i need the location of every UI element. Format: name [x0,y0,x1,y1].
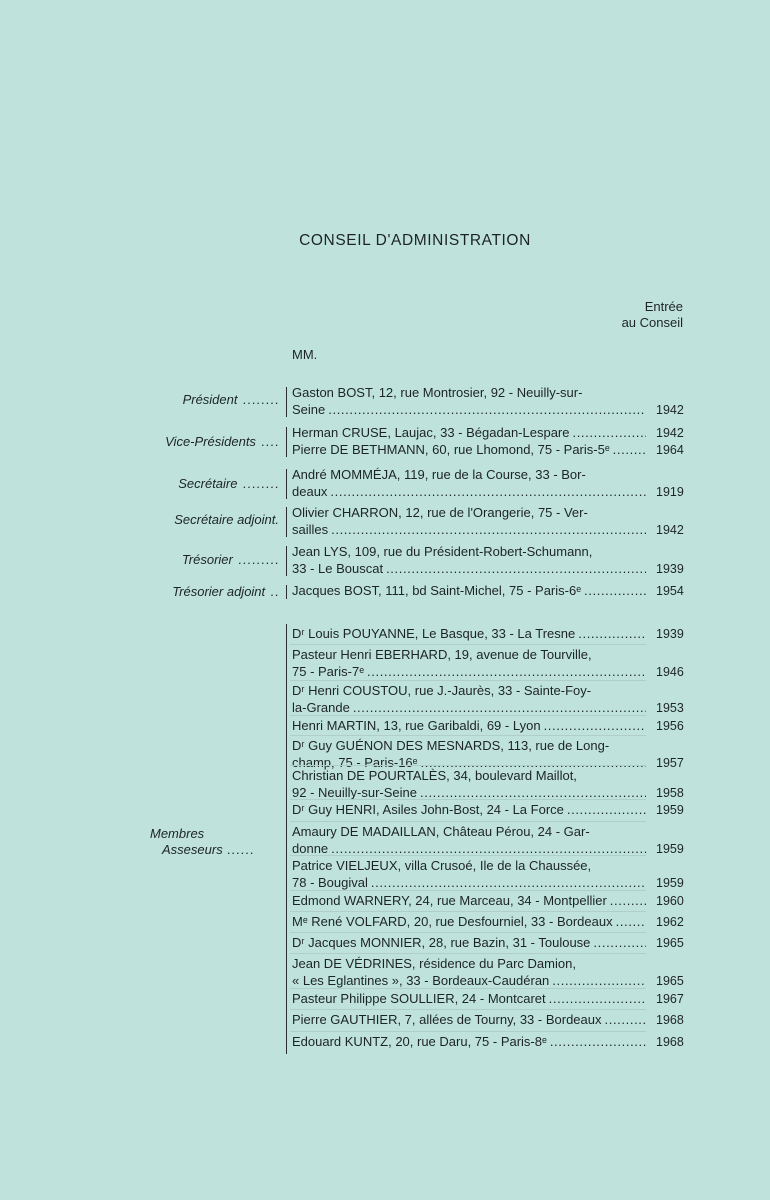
entry-text [292,626,646,643]
dot-leader [550,1034,646,1051]
entry-year: 1959 [656,875,684,890]
members-role-line-1: Membres [150,826,205,841]
entry-line-text: « Les Eglantines », 33 - Bordeaux-Caudéran [292,972,550,988]
entry-line [292,505,646,522]
entry-line [292,1034,646,1051]
entry-line-text: Jean LYS, 109, rue du Président-Robert-Schumann, [292,544,593,559]
dot-leader [613,442,646,459]
entry-line-text: 78 - Bougival [292,874,368,890]
entree-header-line-1: Entrée [644,299,683,314]
entry-separator [290,890,646,891]
entry-text [292,718,646,735]
group-bracket [286,585,287,599]
entry-line [292,858,646,875]
entry-year: 1959 [656,841,684,856]
entry-line-text: Edmond WARNERY, 24, rue Marceau, 34 - Montpellier [292,893,607,908]
entry-text [292,824,646,857]
entry-line [292,664,646,681]
entry-line [292,647,646,664]
entry-text [292,647,646,680]
entry-line [292,626,646,643]
dot-leader [610,893,646,910]
dot-leader [367,664,646,681]
entry-separator [290,1031,646,1032]
entry-line-text: Amaury DE MADAILLAN, Château Pérou, 24 - Gar- [292,824,590,839]
entry-text [292,1012,646,1029]
mm-label: MM. [292,347,318,362]
role-label-text: Président [182,392,238,407]
entry-separator [290,715,646,716]
entry-text [292,935,646,952]
entry-year: 1965 [656,936,684,950]
entry-text [292,425,646,442]
entry-year: 1968 [656,1035,684,1049]
group-bracket [286,469,287,499]
entry-line [292,402,646,419]
entry-text [292,858,646,891]
entry-line-text: Jacques BOST, 111, bd Saint-Michel, 75 - Paris-6ᵉ [292,583,582,598]
members-role-line-2 [150,842,280,858]
group-bracket [286,387,287,417]
members-bracket [286,624,287,1054]
entry-text [292,768,646,801]
dot-leader [330,484,646,501]
entry-line [292,718,646,735]
entry-separator [290,911,646,912]
entry-line-text: Dʳ Louis POUYANNE, Le Basque, 33 - La Tresne [292,626,576,641]
entry-line [292,442,646,459]
entry-line-text: deaux [292,483,328,499]
dot-leader [584,583,646,600]
entry-text [292,544,646,577]
entry-line-text: 75 - Paris-7ᵉ [292,663,365,679]
entry-line [292,768,646,785]
entry-separator [290,1009,646,1010]
role-label [90,512,280,527]
entry-text [292,893,646,910]
role-label [90,584,280,599]
entry-separator [290,799,646,800]
role-label [90,434,280,449]
members-role-label [150,826,280,858]
entry-line-text: Pasteur Philippe SOULLIER, 24 - Montcaret [292,991,546,1006]
entry-line-text: Pasteur Henri EBERHARD, 19, avenue de Tourville, [292,647,592,662]
entry-line-text: Seine [292,401,326,417]
entry-year: 1967 [656,992,684,1006]
entry-line [292,893,646,910]
dot-leader [552,973,646,990]
entry-year: 1942 [656,522,684,537]
entry-year: 1968 [656,1013,684,1027]
entry-line [292,683,646,700]
entry-line-text: Dʳ Guy HENRI, Asiles John-Bost, 24 - La Force [292,802,564,817]
entry-year: 1942 [656,426,684,440]
entry-year: 1939 [656,561,684,576]
role-dot-leader: ......... [233,552,280,567]
entry-text [292,467,646,500]
entry-line [292,700,646,717]
role-dot-leader: .. [266,584,280,599]
entry-line-text: champ, 75 - Paris-16ᵉ [292,754,418,770]
entry-year: 1956 [656,719,684,733]
entry-line-text: Christian DE POURTALÈS, 34, boulevard Maillot, [292,768,577,783]
entry-line [292,875,646,892]
role-dot-leader: ...... [222,842,255,857]
role-label [90,476,280,491]
entry-separator [290,735,646,736]
dot-leader [605,1012,647,1029]
entry-line-text: 33 - Le Bouscat [292,560,384,576]
entry-text [292,583,646,600]
entry-year: 1954 [656,584,684,598]
dot-leader [593,935,646,952]
entry-year: 1942 [656,402,684,417]
entry-year: 1960 [656,894,684,908]
entry-line-text: Edouard KUNTZ, 20, rue Daru, 75 - Paris-8ᵉ [292,1034,547,1049]
entry-line-text: Gaston BOST, 12, rue Montrosier, 92 - Neuilly-sur- [292,385,583,400]
dot-leader [331,522,646,539]
entry-line-text: André MOMMÉJA, 119, rue de la Course, 33 - Bor- [292,467,586,482]
entry-line [292,824,646,841]
role-label [90,552,280,567]
entry-text [292,385,646,418]
dot-leader [328,402,646,419]
entry-year: 1946 [656,664,684,679]
entry-text [292,505,646,538]
group-bracket [286,507,287,537]
role-label [90,392,280,407]
group-bracket [286,427,287,457]
entry-line-text: Olivier CHARRON, 12, rue de l'Orangerie, 75 - Ver- [292,505,588,520]
entry-line [292,991,646,1008]
entry-line [292,561,646,578]
role-dot-leader: ........ [238,476,280,491]
entree-header-line-2: au Conseil [621,315,683,330]
entry-line [292,544,646,561]
entry-line-text: Herman CRUSE, Laujac, 33 - Bégadan-Lespare [292,425,570,440]
entry-line [292,935,646,952]
entry-line [292,802,646,819]
entry-line [292,583,646,600]
dot-leader [544,718,646,735]
dot-leader [386,561,646,578]
page-title: CONSEIL D'ADMINISTRATION [299,232,531,249]
entry-year: 1953 [656,700,684,715]
entry-year: 1962 [656,915,684,929]
role-label-text: Trésorier [181,552,233,567]
entry-line-text: Pierre GAUTHIER, 7, allées de Tourny, 33 - Bordeaux [292,1012,602,1027]
entry-year: 1965 [656,973,684,988]
entry-line-text: Dʳ Jacques MONNIER, 28, rue Bazin, 31 - Toulouse [292,935,591,950]
dot-leader [616,914,646,931]
entry-line-text: Patrice VIELJEUX, villa Crusoé, Ile de la Chaussée, [292,858,592,873]
group-bracket [286,546,287,576]
entry-line [292,385,646,402]
entry-year: 1958 [656,785,684,800]
entry-line-text: Pierre DE BETHMANN, 60, rue Lhomond, 75 - Paris-5ᵉ [292,441,610,457]
role-label-text: Secrétaire [178,476,238,491]
dot-leader [549,991,646,1008]
entry-separator [290,988,646,989]
entry-separator [290,932,646,933]
entry-line [292,467,646,484]
entry-text [292,442,646,459]
entry-line-text: Henri MARTIN, 13, rue Garibaldi, 69 - Lyon [292,718,541,733]
entry-text [292,802,646,819]
dot-leader [578,626,646,643]
entry-separator [290,765,646,766]
entry-separator [290,680,646,681]
entry-line-text: Jean DE VÉDRINES, résidence du Parc Damion, [292,956,576,971]
entry-text [292,1034,646,1051]
role-label-text: Secrétaire adjoint. [174,512,279,527]
entry-separator [290,644,646,645]
entry-separator [290,855,646,856]
dot-leader [371,875,646,892]
entry-year: 1939 [656,627,684,641]
entry-line [292,956,646,973]
entry-text [292,991,646,1008]
entry-line [292,425,646,442]
entry-line-text: Dʳ Guy GUÉNON DES MESNARDS, 113, rue de Long- [292,738,610,753]
entry-text [292,683,646,716]
entry-separator [290,821,646,822]
entry-line-text: Mᵉ René VOLFARD, 20, rue Desfourniel, 33 - Bordeaux [292,914,613,929]
entry-line-text: sailles [292,521,329,537]
entry-line [292,914,646,931]
role-dot-leader: ........ [238,392,280,407]
role-dot-leader: .... [256,434,280,449]
entry-year: 1959 [656,803,684,817]
entree-header [622,299,683,331]
entry-line [292,973,646,990]
entry-separator [290,953,646,954]
dot-leader [572,425,646,442]
entry-year: 1957 [656,755,684,770]
members-role-line-2-text: Asseseurs [162,842,223,857]
role-label-text: Vice-Présidents [165,434,256,449]
entry-line-text: donne [292,840,329,856]
entry-year: 1919 [656,484,684,499]
role-label-text: Trésorier adjoint [172,584,266,599]
entry-text [292,956,646,989]
dot-leader [567,802,646,819]
entry-line [292,484,646,501]
entry-line [292,522,646,539]
entry-line-text: Dʳ Henri COUSTOU, rue J.-Jaurès, 33 - Sainte-Foy- [292,683,592,698]
entry-line-text: 92 - Neuilly-sur-Seine [292,784,417,800]
entry-line [292,1012,646,1029]
entry-text [292,738,646,771]
entry-year: 1964 [656,442,684,457]
dot-leader [353,700,646,717]
entry-text [292,914,646,931]
entry-line-text: la-Grande [292,699,350,715]
entry-line [292,738,646,755]
